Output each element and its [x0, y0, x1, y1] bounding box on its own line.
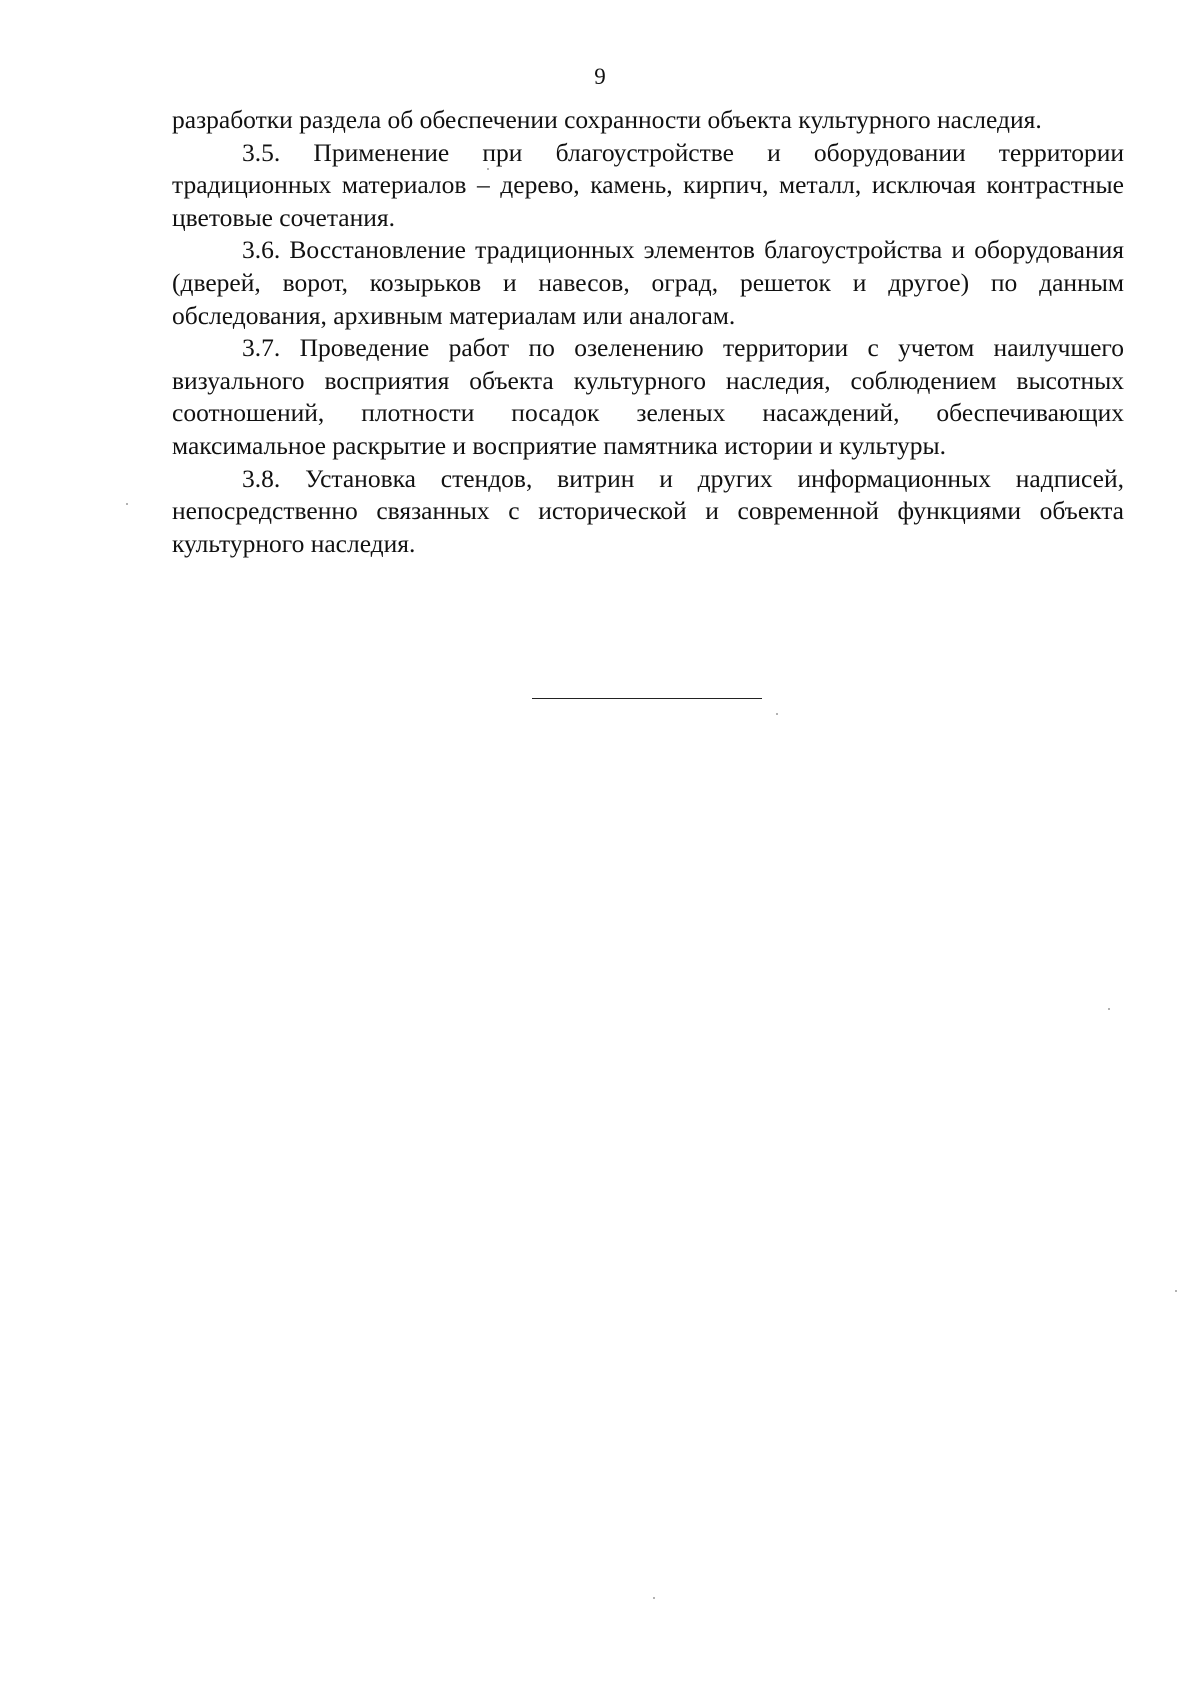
- paragraph-continuation: разработки раздела об обеспечении сохранности объекта культурного наследия.: [172, 105, 1042, 134]
- paragraph-3-8: 3.8. Установка стендов, витрин и других информационных надписей, непосредственно связанных с исторической и современной функциями объекта культурного наследия.: [172, 463, 1124, 558]
- end-of-text-rule: [532, 698, 762, 699]
- scan-speck: [1108, 1008, 1110, 1010]
- scan-speck: [126, 503, 128, 505]
- paragraph-3-7: 3.7. Проведение работ по озеленению территории с учетом наилучшего визуального восприятия объекта культурного наследия, соблюдением высотных соотношений, плотности посадок зеленых насаждений, обеспечивающих максимальное раскрытие и восприятие памятника истории и культуры.: [172, 333, 1124, 460]
- scan-speck: [653, 1597, 655, 1599]
- page-number: 9: [594, 64, 606, 89]
- paragraph-3-5: 3.5. Применение при благоустройстве и оборудовании территории традиционных материалов – дерево, камень, кирпич, металл, исключая контрастные цветовые сочетания.: [172, 137, 1124, 232]
- paragraph-3-6: 3.6. Восстановление традиционных элементов благоустройства и оборудования (дверей, ворот, козырьков и навесов, оград, решеток и другое) по данным обследования, архивным материалам или аналогам.: [172, 235, 1124, 330]
- document-body: [172, 104, 1124, 560]
- scan-speck: [776, 713, 778, 715]
- scan-speck: [1175, 1290, 1177, 1292]
- scan-speck: [487, 168, 489, 170]
